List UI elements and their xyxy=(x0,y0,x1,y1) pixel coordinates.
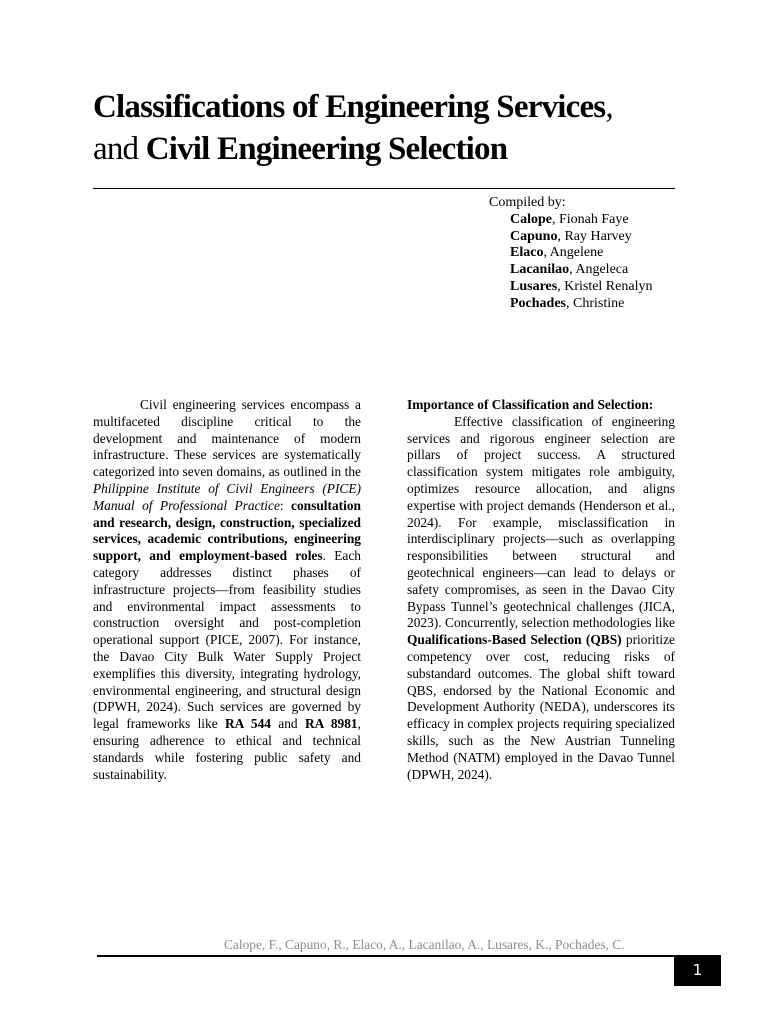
author-entry xyxy=(489,245,719,262)
author-surname: Lusares xyxy=(510,278,558,294)
importance-text-1: Effective classification of engineering services and rigorous engineer selection are pillars of project success. A structured classification system mitigates role ambiguity, optimizes resource allocation, and aligns expertise with project demands (Henderson et al., 2024). For example, misclassification in interdisciplinary projects—such as overlapping responsibilities between structural and geotechnical engineers—can lead to delays or safety compromises, as seen in the Davao City Bypass Tunnel’s geotechnical challenges (JICA, 2023). Concurrently, selection methodologies like xyxy=(407,413,675,631)
author-given-name: , Kristel Renalyn xyxy=(557,278,653,294)
title-comma: , xyxy=(605,89,613,125)
title-bold-part-2: Civil Engineering Selection xyxy=(145,131,508,167)
author-surname: Pochades xyxy=(510,295,566,311)
author-given-name: , Christine xyxy=(566,295,625,311)
intro-text-1: Civil engineering services encompass a multifaceted discipline critical to the development and maintenance of modern infrastructure. These services are systematically categorized into seven domains, as outlined in the xyxy=(93,397,361,480)
document-title xyxy=(93,86,693,170)
author-entry xyxy=(489,229,719,246)
left-column xyxy=(93,397,361,783)
footer-divider xyxy=(97,955,674,957)
ra-544-ref: RA 544 xyxy=(224,716,271,732)
qbs-term: Qualifications-Based Selection (QBS) xyxy=(407,632,622,648)
compiled-by-block xyxy=(489,195,719,313)
author-surname: Calope xyxy=(510,211,552,227)
author-entry xyxy=(489,296,719,313)
intro-text-4: and xyxy=(270,716,305,732)
author-given-name: , Angeleca xyxy=(569,262,629,278)
compiled-by-label: Compiled by: xyxy=(489,195,566,210)
title-bold-part-1: Classifications of Engineering Services xyxy=(93,89,606,125)
author-given-name: , Ray Harvey xyxy=(557,228,632,244)
author-surname: Elaco xyxy=(510,245,544,261)
author-entry xyxy=(489,279,719,296)
footer-authors: Calope, F., Capuno, R., Elaco, A., Lacanilao, A., Lusares, K., Pochades, C. xyxy=(224,937,625,952)
page-number-badge: 1 xyxy=(674,955,721,986)
author-given-name: , Fionah Faye xyxy=(552,211,629,227)
author-surname: Lacanilao xyxy=(510,262,570,278)
importance-text-2: prioritize competency over cost, reducing risks of substandard outcomes. The global shift toward QBS, endorsed by the National Economic and Development Authority (NEDA), underscores its efficacy in complex projects requiring specialized skills, such as the New Austrian Tunneling Method (NATM) employed in the Davao Tunnel (DPWH, 2024). xyxy=(407,632,675,782)
author-entry xyxy=(489,212,719,229)
intro-text-5: , ensuring adherence to ethical and technical standards while fostering public safety and sustainability. xyxy=(93,716,361,782)
intro-text-2: : xyxy=(279,497,292,513)
section-heading: Importance of Classification and Selection: xyxy=(407,397,654,412)
intro-text-3: . Each category addresses distinct phases of infrastructure projects—from feasibility studies and environmental impact assessments to construction oversight and post-completion operational support (PICE, 2007). For instance, the Davao City Bulk Water Supply Project exemplifies this diversity, integrating hydrology, environmental engineering, and structural design (DPWH, 2024). Such services are governed by legal frameworks like xyxy=(93,548,361,732)
title-divider xyxy=(93,188,675,189)
author-entry xyxy=(489,262,719,279)
right-column xyxy=(407,397,675,783)
title-and: and xyxy=(93,131,146,167)
author-surname: Capuno xyxy=(510,228,558,244)
pice-manual-title: Philippine Institute of Civil Engineers (PICE) Manual of Professional Practice xyxy=(93,480,361,513)
service-domains-list: consultation and research, design, construction, specialized services, academic contributions, engineering support, and employment-based roles xyxy=(93,497,361,564)
author-given-name: , Angelene xyxy=(543,245,604,261)
intro-paragraph xyxy=(93,397,361,783)
importance-paragraph xyxy=(407,414,675,784)
ra-8981-ref: RA 8981 xyxy=(304,716,358,732)
